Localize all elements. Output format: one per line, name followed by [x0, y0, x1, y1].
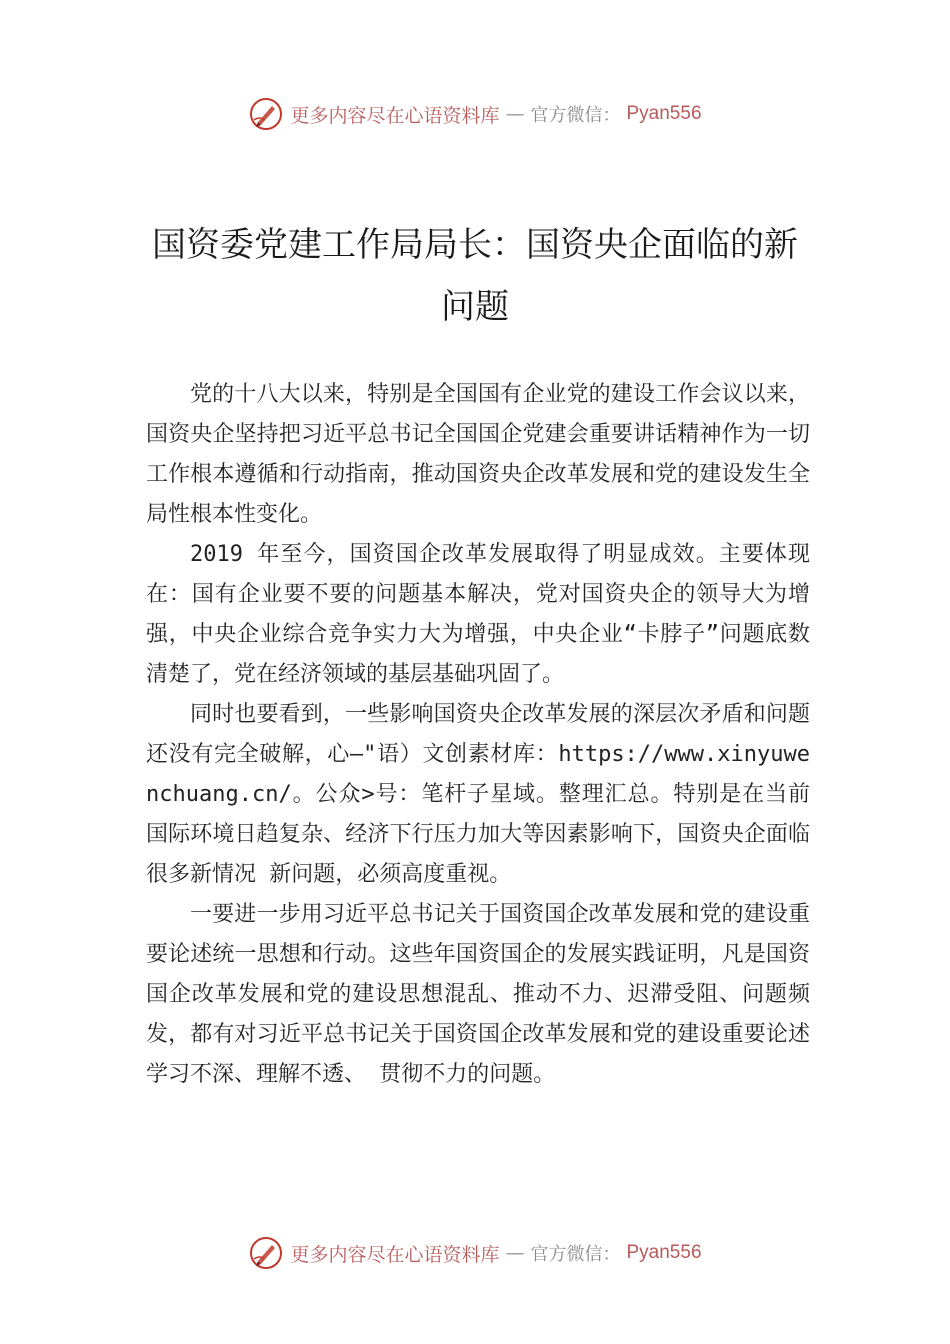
- wechat-label: 官方微信：: [530, 105, 621, 126]
- document-body: [146, 375, 810, 1095]
- paragraph-2: 2019 年至今，国资国企改革发展取得了明显成效。主要体现在：国有企业要不要的问题基本解决，党对国资央企的领导大为增强，中央企业综合竞争实力大为增强，中央企业“卡脖子”问题底数清楚了，党在经济领域的基层基础巩固了。: [146, 542, 810, 687]
- wechat-id: Pyan556: [626, 103, 702, 124]
- wechat-id: Pyan556: [626, 1242, 702, 1263]
- pen-logo-icon: [248, 96, 284, 132]
- paragraph-3: 同时也要看到，一些影响国资央企改革发展的深层次矛盾和问题还没有完全破解，心—"语）文创素材库：https://www.xinyuwenchuang.cn/。公众>号：笔杆子星域。整理汇总。特别是在当前国际环境日趋复杂、经济下行压力加大等因素影响下，国资央企面临很多新情况 新问题，必须高度重视。: [146, 702, 810, 887]
- header-watermark: [0, 92, 950, 136]
- paragraph-1: 党的十八大以来，特别是全国国有企业党的建设工作会议以来，国资央企坚持把习近平总书记全国国企党建会重要讲话精神作为一切工作根本遵循和行动指南，推动国资央企改革发展和党的建设发生全局性根本性变化。: [146, 382, 810, 527]
- watermark-separator: —: [505, 103, 525, 125]
- watermark-text: 更多内容尽在心语资料库: [290, 1243, 500, 1266]
- document-title: 国资委党建工作局局长：国资央企面临的新问题: [152, 225, 798, 327]
- watermark-separator: —: [505, 1242, 525, 1264]
- watermark-text: 更多内容尽在心语资料库: [290, 104, 500, 127]
- wechat-label: 官方微信：: [530, 1244, 621, 1265]
- footer-watermark: [0, 1231, 950, 1275]
- paragraph-4: 一要进一步用习近平总书记关于国资国企改革发展和党的建设重要论述统一思想和行动。这些年国资国企的发展实践证明，凡是国资国企改革发展和党的建设思想混乱、推动不力、迟滞受阻、问题频发，都有对习近平总书记关于国资国企改革发展和党的建设重要论述学习不深、理解不透、 贯彻不力的问题。: [146, 902, 810, 1087]
- pen-logo-icon: [248, 1235, 284, 1271]
